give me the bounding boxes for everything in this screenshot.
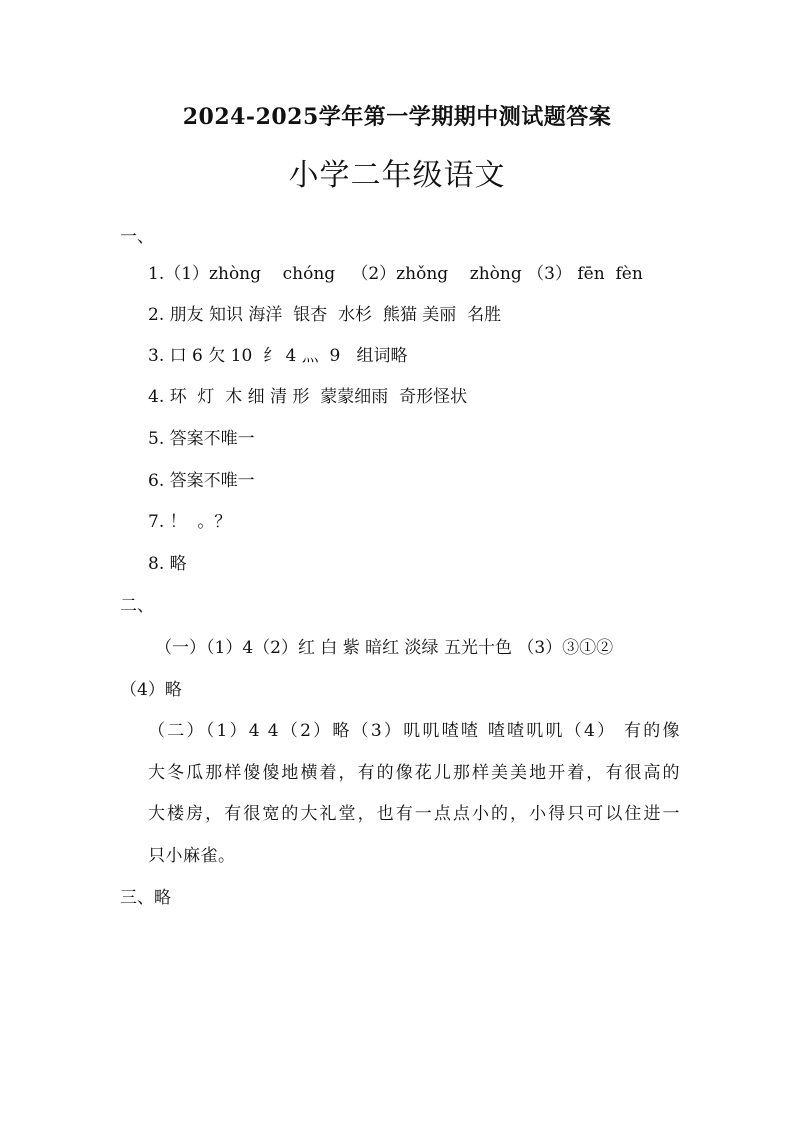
answer-item-4: 4. 环 灯 木 细 清 形 蒙蒙细雨 奇形怪状 <box>148 387 468 407</box>
section-1-heading: 一、 <box>120 227 154 247</box>
section-2-part-2-line-2: 大冬瓜那样傻傻地横着，有的像花儿那样美美地开着，有很高的 <box>148 763 680 783</box>
page-title: 2024-2025学年第一学期期中测试题答案 <box>182 104 612 130</box>
answer-item-8: 8. 略 <box>148 554 187 574</box>
answer-item-6: 6. 答案不唯一 <box>148 471 255 491</box>
section-2-part-2-line-1: （二）（1）4 4（2）略（3）叽叽喳喳 喳喳叽叽（4） 有的像 <box>148 721 680 741</box>
answer-item-3: 3. 口 6 欠 10 纟 4 灬 9 组词略 <box>148 346 408 366</box>
page-subtitle: 小学二年级语文 <box>288 158 506 193</box>
answer-item-5: 5. 答案不唯一 <box>148 429 255 449</box>
section-2-part-2-line-4: 只小麻雀。 <box>148 846 236 866</box>
section-2-part-2-line-3: 大楼房，有很宽的大礼堂，也有一点点小的，小得只可以住进一 <box>148 804 680 824</box>
section-2-part-1-line-2: （4）略 <box>120 680 182 700</box>
section-3-heading: 三、略 <box>120 888 171 908</box>
answer-item-1: 1.（1）zhòng chóng （2）zhǒng zhòng （3） fēn fèn <box>148 264 643 284</box>
answer-item-2: 2. 朋友 知识 海洋 银杏 水杉 熊猫 美丽 名胜 <box>148 305 502 325</box>
section-2-part-1-line-1: （一）（1）4（2）红 白 紫 暗红 淡绿 五光十色 （3）③①② <box>155 638 614 658</box>
section-2-heading: 二、 <box>120 596 154 616</box>
answer-item-7: 7. ！ 。？ <box>148 512 232 532</box>
